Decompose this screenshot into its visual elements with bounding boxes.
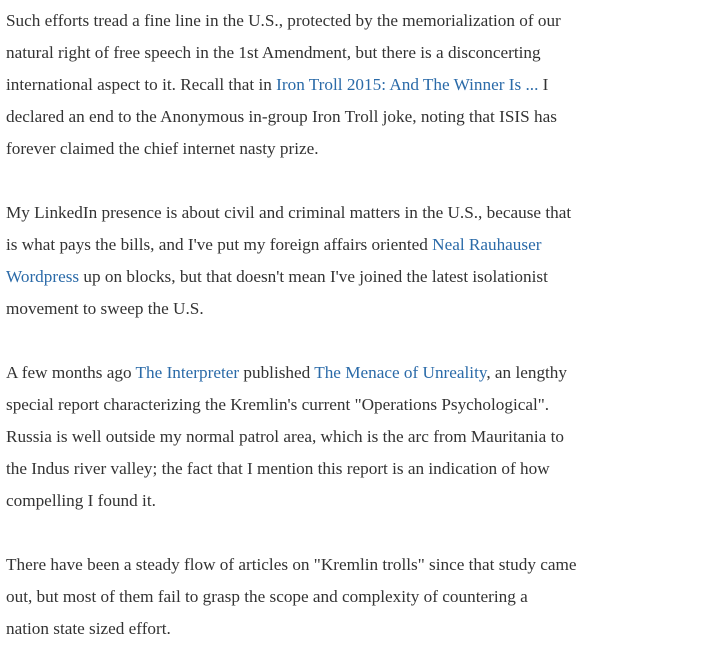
paragraph <box>6 197 698 325</box>
text-run: forever claimed the chief internet nasty prize. <box>6 139 319 158</box>
text-line <box>6 421 698 453</box>
text-line <box>6 5 698 37</box>
text-run: is what pays the bills, and I've put my foreign affairs oriented <box>6 235 433 254</box>
text-run: compelling I found it. <box>6 491 156 510</box>
text-line <box>6 101 698 133</box>
text-line <box>6 293 698 325</box>
text-run: nation state sized effort. <box>6 619 171 638</box>
text-run: special report characterizing the Kremlin's current "Operations Psychological". <box>6 395 550 414</box>
text-line <box>6 69 698 101</box>
iron-troll-2015-link[interactable]: Iron Troll 2015: And The Winner Is ... <box>276 75 539 94</box>
paragraph <box>6 357 698 517</box>
text-line <box>6 613 698 645</box>
text-run: , an lengthy <box>486 363 567 382</box>
text-line <box>6 581 698 613</box>
text-run: A few months ago <box>6 363 136 382</box>
text-run: the Indus river valley; the fact that I mention this report is an indication of how <box>6 459 550 478</box>
text-line <box>6 261 698 293</box>
text-line <box>6 389 698 421</box>
text-run: out, but most of them fail to grasp the scope and complexity of countering a <box>6 587 528 606</box>
the-interpreter-link[interactable]: The Interpreter <box>135 363 240 382</box>
text-line <box>6 133 698 165</box>
text-line <box>6 197 698 229</box>
paragraph <box>6 5 698 165</box>
text-line <box>6 229 698 261</box>
neal-rauhauser-wordpress-link[interactable]: Wordpress <box>6 267 80 286</box>
text-run: international aspect to it. Recall that in <box>6 75 277 94</box>
text-line <box>6 485 698 517</box>
text-run: up on blocks, but that doesn't mean I've joined the latest isolationist <box>79 267 548 286</box>
neal-rauhauser-wordpress-link[interactable]: Neal Rauhauser <box>432 235 542 254</box>
text-run: published <box>239 363 315 382</box>
text-run: There have been a steady flow of articles on "Kremlin trolls" since that study came <box>6 555 577 574</box>
paragraph <box>6 549 698 645</box>
text-run: natural right of free speech in the 1st Amendment, but there is a disconcerting <box>6 43 541 62</box>
text-line <box>6 37 698 69</box>
text-line <box>6 453 698 485</box>
text-run: Russia is well outside my normal patrol area, which is the arc from Mauritania to <box>6 427 564 446</box>
text-run: My LinkedIn presence is about civil and criminal matters in the U.S., because that <box>6 203 572 222</box>
text-run: declared an end to the Anonymous in-group Iron Troll joke, noting that ISIS has <box>6 107 557 126</box>
text-run: I <box>538 75 549 94</box>
text-line <box>6 549 698 581</box>
text-line <box>6 357 698 389</box>
text-run: Such efforts tread a fine line in the U.S., protected by the memorialization of our <box>6 11 561 30</box>
menace-of-unreality-link[interactable]: The Menace of Unreality <box>314 363 487 382</box>
text-run: movement to sweep the U.S. <box>6 299 204 318</box>
